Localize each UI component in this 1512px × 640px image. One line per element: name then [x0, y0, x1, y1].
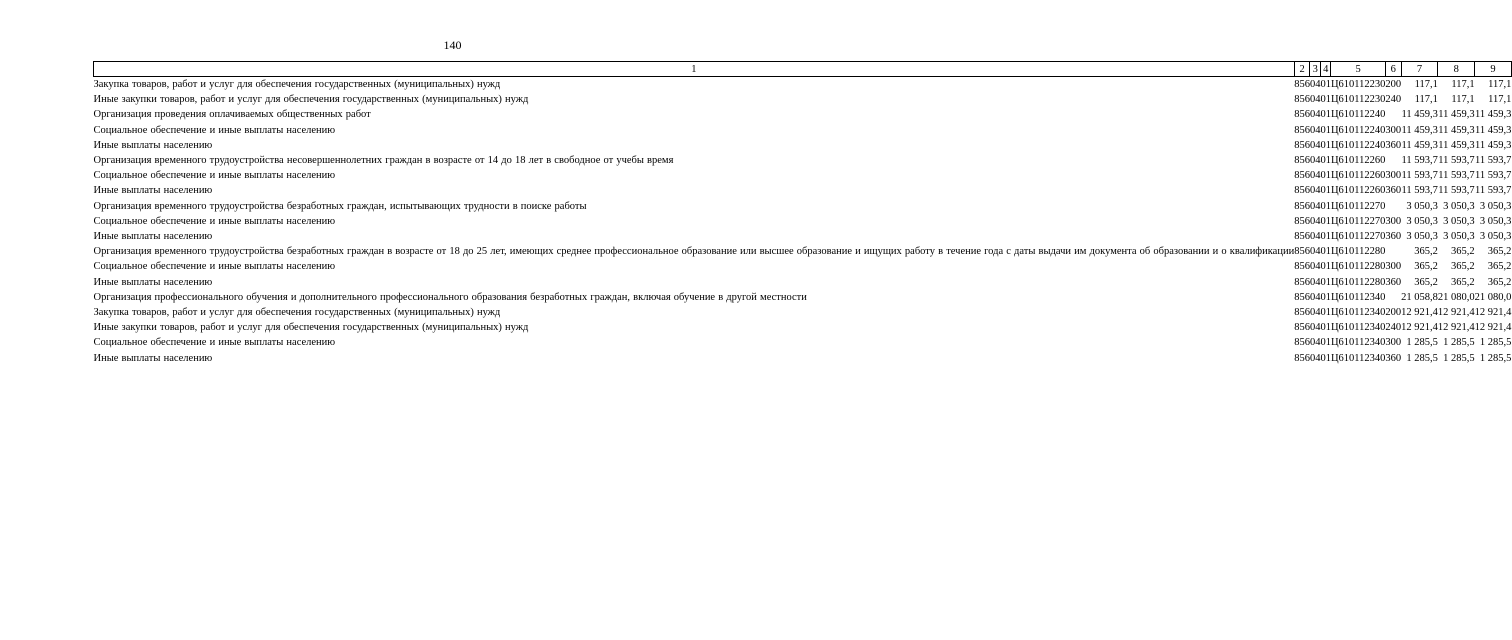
target-article-code: Ц610112340 — [1330, 307, 1386, 319]
subsection-code: 01 — [1320, 307, 1331, 319]
amount-col7: 11 459,3 — [1401, 124, 1438, 136]
section-code: 04 — [1309, 215, 1321, 227]
subsection-code: 01 — [1320, 291, 1331, 303]
table-row — [94, 153, 1512, 168]
table-row — [94, 290, 1512, 305]
table-row — [94, 275, 1512, 290]
item-name: Социальное обеспечение и иные выплаты населению — [93, 215, 336, 227]
ministry-code: 856 — [1294, 215, 1310, 227]
item-name: Закупка товаров, работ и услуг для обеспечения государственных (муниципальных) нужд — [93, 307, 501, 319]
subsection-code: 01 — [1320, 200, 1331, 212]
table-row — [94, 244, 1512, 259]
ministry-code: 856 — [1294, 79, 1310, 90]
subsection-code: 01 — [1320, 94, 1331, 106]
amount-col7: 3 050,3 — [1406, 215, 1438, 227]
header-cell: 6 — [1385, 62, 1401, 77]
section-code: 04 — [1309, 246, 1321, 258]
amount-col7: 12 921,4 — [1401, 322, 1438, 334]
section-code: 04 — [1309, 291, 1321, 303]
item-name: Иные закупки товаров, работ и услуг для обеспечения государственных (муниципальных) нужд — [93, 322, 529, 334]
amount-col8: 11 593,7 — [1438, 155, 1475, 167]
item-name: Социальное обеспечение и иные выплаты населению — [93, 124, 336, 136]
expense-type-code: 240 — [1385, 94, 1402, 106]
table-row — [94, 320, 1512, 335]
target-article-code: Ц610112340 — [1330, 291, 1386, 303]
amount-col9: 21 080,0 — [1474, 291, 1512, 303]
amount-col8: 3 050,3 — [1443, 231, 1475, 243]
amount-col9: 11 593,7 — [1475, 170, 1512, 182]
target-article-code: Ц610112260 — [1330, 155, 1386, 167]
target-article-code: Ц610112270 — [1330, 231, 1386, 243]
ministry-code: 856 — [1294, 276, 1310, 288]
table-row — [94, 123, 1512, 138]
amount-col9: 365,2 — [1487, 276, 1512, 288]
amount-col8: 11 459,3 — [1438, 139, 1475, 151]
ministry-code: 856 — [1294, 352, 1310, 364]
amount-col9: 1 285,5 — [1479, 352, 1512, 364]
amount-col7: 365,2 — [1414, 276, 1438, 288]
ministry-code: 856 — [1294, 231, 1310, 243]
item-name: Иные выплаты населению — [93, 185, 213, 197]
section-code: 04 — [1309, 170, 1321, 182]
item-name: Иные закупки товаров, работ и услуг для обеспечения государственных (муниципальных) нужд — [93, 94, 529, 106]
amount-col8: 117,1 — [1451, 94, 1475, 106]
expense-type-code: 360 — [1385, 276, 1402, 288]
amount-col9: 11 593,7 — [1475, 155, 1512, 167]
amount-col8: 11 593,7 — [1438, 170, 1475, 182]
item-name: Организация профессионального обучения и дополнительного профессионального образования безработных граждан, включая обучение в другой местности — [93, 291, 807, 303]
item-name: Иные выплаты населению — [93, 352, 213, 364]
subsection-code: 01 — [1320, 139, 1331, 151]
amount-col8: 3 050,3 — [1443, 215, 1475, 227]
section-code: 04 — [1309, 139, 1321, 151]
amount-col7: 1 285,5 — [1406, 337, 1438, 349]
item-name: Организация временного трудоустройства безработных граждан, испытывающих трудности в поиске работы — [93, 200, 587, 212]
expense-type-code: 300 — [1385, 337, 1402, 349]
expense-type-code — [1385, 107, 1401, 122]
expense-type-code — [1385, 199, 1401, 214]
header-cell: 2 — [1294, 62, 1310, 77]
table-row — [94, 92, 1512, 107]
amount-col9: 11 459,3 — [1475, 139, 1512, 151]
subsection-code: 01 — [1320, 231, 1331, 243]
section-code: 04 — [1309, 322, 1321, 334]
target-article-code: Ц610112240 — [1330, 109, 1386, 121]
table-row — [94, 351, 1512, 366]
amount-col9: 1 285,5 — [1479, 337, 1512, 349]
section-code: 04 — [1309, 231, 1321, 243]
amount-col9: 117,1 — [1488, 79, 1512, 90]
target-article-code: Ц610112240 — [1330, 139, 1386, 151]
amount-col9: 12 921,4 — [1474, 322, 1512, 334]
amount-col8: 117,1 — [1451, 79, 1475, 90]
target-article-code: Ц610112280 — [1330, 261, 1386, 273]
amount-col9: 365,2 — [1487, 246, 1512, 258]
ministry-code: 856 — [1294, 322, 1310, 334]
header-cell: 1 — [94, 62, 1295, 77]
table-row — [94, 305, 1512, 320]
section-code: 04 — [1309, 307, 1321, 319]
ministry-code: 856 — [1294, 139, 1310, 151]
item-name: Организация временного трудоустройства несовершеннолетних граждан в возрасте от 14 до 18 лет в свободное от учебы время — [93, 155, 674, 167]
item-name: Социальное обеспечение и иные выплаты населению — [93, 261, 336, 273]
amount-col7: 117,1 — [1414, 79, 1438, 90]
ministry-code: 856 — [1294, 185, 1310, 197]
target-article-code: Ц610112260 — [1330, 170, 1386, 182]
ministry-code: 856 — [1294, 337, 1310, 349]
item-name: Социальное обеспечение и иные выплаты населению — [93, 337, 336, 349]
section-code: 04 — [1309, 109, 1321, 121]
amount-col7: 11 593,7 — [1401, 170, 1438, 182]
section-code: 04 — [1309, 79, 1321, 90]
target-article-code: Ц610112230 — [1330, 94, 1386, 106]
target-article-code: Ц610112230 — [1330, 79, 1386, 90]
amount-col7: 365,2 — [1414, 261, 1438, 273]
item-name: Иные выплаты населению — [93, 231, 213, 243]
expense-type-code — [1385, 244, 1401, 259]
section-code: 04 — [1309, 94, 1321, 106]
subsection-code: 01 — [1320, 276, 1331, 288]
item-name: Организация временного трудоустройства безработных граждан в возрасте от 18 до 25 лет, имеющих среднее профессиональное образование или высшее образование и ищущих работу в течение года с даты выдачи им документа об образовании и о квалификации — [93, 246, 1295, 258]
ministry-code: 856 — [1294, 109, 1310, 121]
ministry-code: 856 — [1294, 291, 1310, 303]
amount-col9: 11 459,3 — [1475, 109, 1512, 121]
table-row — [94, 259, 1512, 274]
amount-col7: 12 921,4 — [1401, 307, 1438, 319]
target-article-code: Ц610112280 — [1330, 276, 1386, 288]
table-row — [94, 77, 1512, 93]
table-row — [94, 199, 1512, 214]
amount-col9: 3 050,3 — [1479, 215, 1512, 227]
subsection-code: 01 — [1320, 109, 1331, 121]
subsection-code: 01 — [1320, 215, 1331, 227]
expense-type-code: 200 — [1385, 307, 1402, 319]
table-row — [94, 138, 1512, 153]
section-code: 04 — [1309, 276, 1321, 288]
amount-col7: 21 058,8 — [1401, 291, 1438, 303]
amount-col9: 11 459,3 — [1475, 124, 1512, 136]
expense-type-code: 300 — [1385, 261, 1402, 273]
ministry-code: 856 — [1294, 246, 1310, 258]
subsection-code: 01 — [1320, 170, 1331, 182]
header-cell: 8 — [1438, 62, 1475, 77]
amount-col7: 365,2 — [1414, 246, 1438, 258]
amount-col9: 11 593,7 — [1475, 185, 1512, 197]
target-article-code: Ц610112280 — [1330, 246, 1386, 258]
amount-col8: 365,2 — [1451, 276, 1475, 288]
ministry-code: 856 — [1294, 155, 1310, 167]
budget-table — [93, 61, 1512, 366]
ministry-code: 856 — [1294, 261, 1310, 273]
subsection-code: 01 — [1320, 322, 1331, 334]
header-cell: 3 — [1310, 62, 1321, 77]
table-body — [94, 77, 1512, 366]
section-code: 04 — [1309, 352, 1321, 364]
amount-col7: 11 593,7 — [1401, 185, 1438, 197]
header-cell: 7 — [1401, 62, 1438, 77]
expense-type-code: 360 — [1385, 185, 1402, 197]
expense-type-code — [1385, 153, 1401, 168]
expense-type-code: 200 — [1385, 79, 1402, 90]
section-code: 04 — [1309, 124, 1321, 136]
amount-col8: 12 921,4 — [1437, 307, 1475, 319]
subsection-code: 01 — [1320, 337, 1331, 349]
amount-col8: 1 285,5 — [1443, 337, 1475, 349]
ministry-code: 856 — [1294, 124, 1310, 136]
table-row — [94, 229, 1512, 244]
target-article-code: Ц610112340 — [1330, 322, 1386, 334]
amount-col7: 3 050,3 — [1406, 200, 1438, 212]
table-row — [94, 214, 1512, 229]
amount-col9: 365,2 — [1487, 261, 1512, 273]
header-cell: 4 — [1320, 62, 1331, 77]
expense-type-code: 360 — [1385, 139, 1402, 151]
target-article-code: Ц610112340 — [1330, 352, 1386, 364]
amount-col8: 365,2 — [1451, 261, 1475, 273]
ministry-code: 856 — [1294, 94, 1310, 106]
table-row — [94, 168, 1512, 183]
expense-type-code: 300 — [1385, 170, 1402, 182]
amount-col9: 12 921,4 — [1474, 307, 1512, 319]
table-row — [94, 183, 1512, 198]
expense-type-code: 300 — [1385, 215, 1402, 227]
table-header-row — [94, 62, 1512, 77]
subsection-code: 01 — [1320, 79, 1331, 90]
section-code: 04 — [1309, 200, 1321, 212]
amount-col8: 3 050,3 — [1443, 200, 1475, 212]
amount-col7: 1 285,5 — [1406, 352, 1438, 364]
amount-col9: 3 050,3 — [1479, 200, 1512, 212]
item-name: Закупка товаров, работ и услуг для обеспечения государственных (муниципальных) нужд — [93, 79, 501, 90]
amount-col8: 1 285,5 — [1443, 352, 1475, 364]
section-code: 04 — [1309, 337, 1321, 349]
amount-col8: 11 459,3 — [1438, 109, 1475, 121]
ministry-code: 856 — [1294, 307, 1310, 319]
subsection-code: 01 — [1320, 124, 1331, 136]
subsection-code: 01 — [1320, 155, 1331, 167]
item-name: Иные выплаты населению — [93, 276, 213, 288]
header-cell: 5 — [1331, 62, 1385, 77]
target-article-code: Ц610112240 — [1330, 124, 1386, 136]
amount-col7: 117,1 — [1414, 94, 1438, 106]
ministry-code: 856 — [1294, 170, 1310, 182]
item-name: Социальное обеспечение и иные выплаты населению — [93, 170, 336, 182]
page-number: 140 — [443, 38, 462, 52]
amount-col8: 12 921,4 — [1437, 322, 1475, 334]
table-row — [94, 335, 1512, 350]
subsection-code: 01 — [1320, 185, 1331, 197]
item-name: Иные выплаты населению — [93, 139, 213, 151]
section-code: 04 — [1309, 185, 1321, 197]
amount-col8: 21 080,0 — [1437, 291, 1475, 303]
amount-col7: 11 459,3 — [1401, 139, 1438, 151]
target-article-code: Ц610112260 — [1330, 185, 1386, 197]
expense-type-code: 240 — [1385, 322, 1402, 334]
amount-col7: 11 593,7 — [1401, 155, 1438, 167]
expense-type-code — [1385, 290, 1401, 305]
target-article-code: Ц610112340 — [1330, 337, 1386, 349]
item-name: Организация проведения оплачиваемых общественных работ — [93, 109, 371, 121]
amount-col8: 365,2 — [1451, 246, 1475, 258]
expense-type-code: 300 — [1385, 124, 1402, 136]
subsection-code: 01 — [1320, 246, 1331, 258]
amount-col7: 11 459,3 — [1401, 109, 1438, 121]
subsection-code: 01 — [1320, 261, 1331, 273]
subsection-code: 01 — [1320, 352, 1331, 364]
amount-col9: 3 050,3 — [1479, 231, 1512, 243]
target-article-code: Ц610112270 — [1330, 215, 1386, 227]
expense-type-code: 360 — [1385, 231, 1402, 243]
table-row — [94, 107, 1512, 122]
amount-col8: 11 593,7 — [1438, 185, 1475, 197]
header-cell: 9 — [1475, 62, 1512, 77]
target-article-code: Ц610112270 — [1330, 200, 1386, 212]
amount-col8: 11 459,3 — [1438, 124, 1475, 136]
amount-col9: 117,1 — [1488, 94, 1512, 106]
amount-col7: 3 050,3 — [1406, 231, 1438, 243]
section-code: 04 — [1309, 261, 1321, 273]
ministry-code: 856 — [1294, 200, 1310, 212]
section-code: 04 — [1309, 155, 1321, 167]
expense-type-code: 360 — [1385, 352, 1402, 364]
